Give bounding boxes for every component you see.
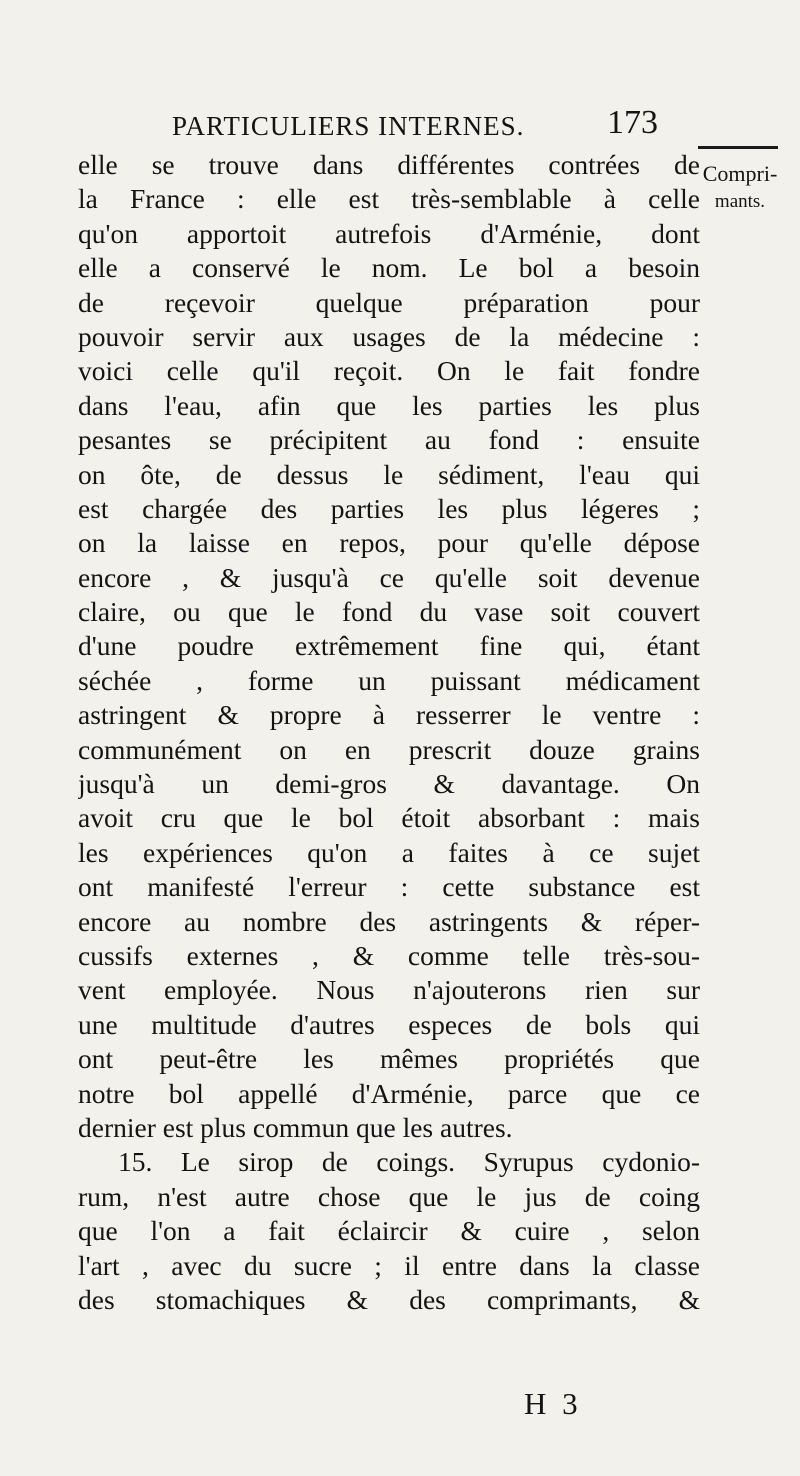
text-line: on la laisse en repos, pour qu'elle dépose [78,527,700,559]
text-line: vent employée. Nous n'ajouterons rien sur [78,974,700,1006]
text-line: elle a conservé le nom. Le bol a besoin [78,252,700,284]
text-line: de reçevoir quelque préparation pour [78,286,700,318]
text-line: pouvoir servir aux usages de la médecine : [78,320,700,352]
text-line: on ôte, de dessus le sédiment, l'eau qui [78,458,700,490]
page-number: 173 [607,104,658,141]
text-line: encore , & jusqu'à ce qu'elle soit devenue [78,561,700,593]
running-title: PARTICULIERS INTERNES. [172,111,525,141]
text-line: séchée , forme un puissant médicament [78,664,700,696]
text-line: d'une poudre extrêmement fine qui, étant [78,630,700,662]
text-line: est chargée des parties les plus légeres ; [78,492,700,524]
body-text [78,148,700,1317]
text-line: pesantes se précipitent au fond : ensuite [78,424,700,456]
text-line: encore au nombre des astringents & réper- [78,905,700,937]
text-line: cussifs externes , & comme telle très-sou- [78,939,700,971]
text-line: les expériences qu'on a faites à ce sujet [78,836,700,868]
text-line: claire, ou que le fond du vase soit couvert [78,596,700,628]
text-line: 15. Le sirop de coings. Syrupus cydonio- [118,1146,700,1178]
margin-rule [698,146,778,149]
text-line: rum, n'est autre chose que le jus de coing [78,1180,700,1212]
text-line: notre bol appellé d'Arménie, parce que ce [78,1077,700,1109]
text-line: qu'on apportoit autrefois d'Arménie, dont [78,217,700,249]
text-line: l'art , avec du sucre ; il entre dans la classe [78,1249,700,1281]
text-line: des stomachiques & des comprimants, & [78,1283,700,1315]
signature-mark: H 3 [524,1386,582,1421]
text-line: avoit cru que le bol étoit absorbant : mais [78,802,700,834]
text-line: elle se trouve dans différentes contrées de [78,149,700,180]
text-line: voici celle qu'il reçoit. On le fait fondre [78,355,700,387]
text-line: que l'on a fait éclaircir & cuire , selon [78,1215,700,1247]
text-line: dernier est plus commun que les autres. [78,1111,513,1143]
margin-note-line-1: Compri- [702,161,778,186]
text-line: la France : elle est très-semblable à celle [78,183,700,215]
text-line: une multitude d'autres especes de bols qui [78,1008,700,1040]
running-header [172,106,658,146]
text-line: dans l'eau, afin que les parties les plus [78,389,700,421]
margin-note-line-2: mants. [714,191,766,212]
text-line: ont peut-être les mêmes propriétés que [78,1043,700,1075]
text-line: jusqu'à un demi-gros & davantage. On [78,768,700,800]
text-line: ont manifesté l'erreur : cette substance est [78,871,700,903]
text-line: astringent & propre à resserrer le ventre : [78,699,700,731]
margin-note [690,160,790,216]
text-line: communément on en prescrit douze grains [78,733,700,765]
